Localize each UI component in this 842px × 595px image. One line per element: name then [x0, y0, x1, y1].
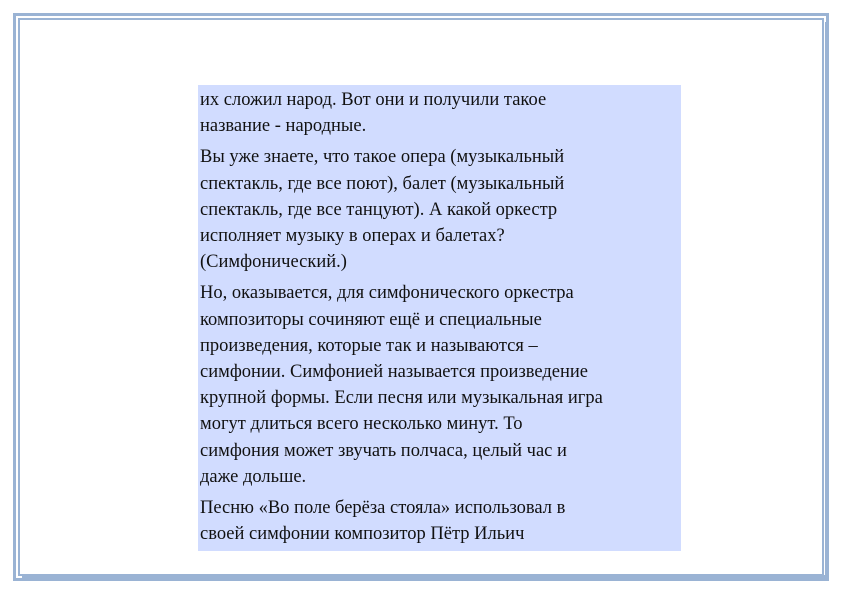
paragraph-4: Песню «Во поле берёза стояла» использовал в своей симфонии композитор Пётр Ильич: [200, 498, 566, 545]
text-box: [198, 85, 681, 551]
paragraph-2: Вы уже знаете, что такое опера (музыкальный спектакль, где все поют), балет (музыкальный спектакль, где все танцуют). А какой оркестр исполняет музыку в операх и балетах? (Симфонический.): [200, 147, 565, 273]
paragraph-3: Но, оказывается, для симфонического оркестра композиторы сочиняют ещё и специальные произведения, которые так и называются – симфонии. Симфонией называется произведение крупной формы. Если песня или музыкальная игра могут длиться всего несколько минут. То симфония может звучать полчаса, целый час и даже дольше.: [200, 283, 603, 487]
paragraph-1: их сложил народ. Вот они и получили такое название - народные.: [200, 90, 547, 137]
